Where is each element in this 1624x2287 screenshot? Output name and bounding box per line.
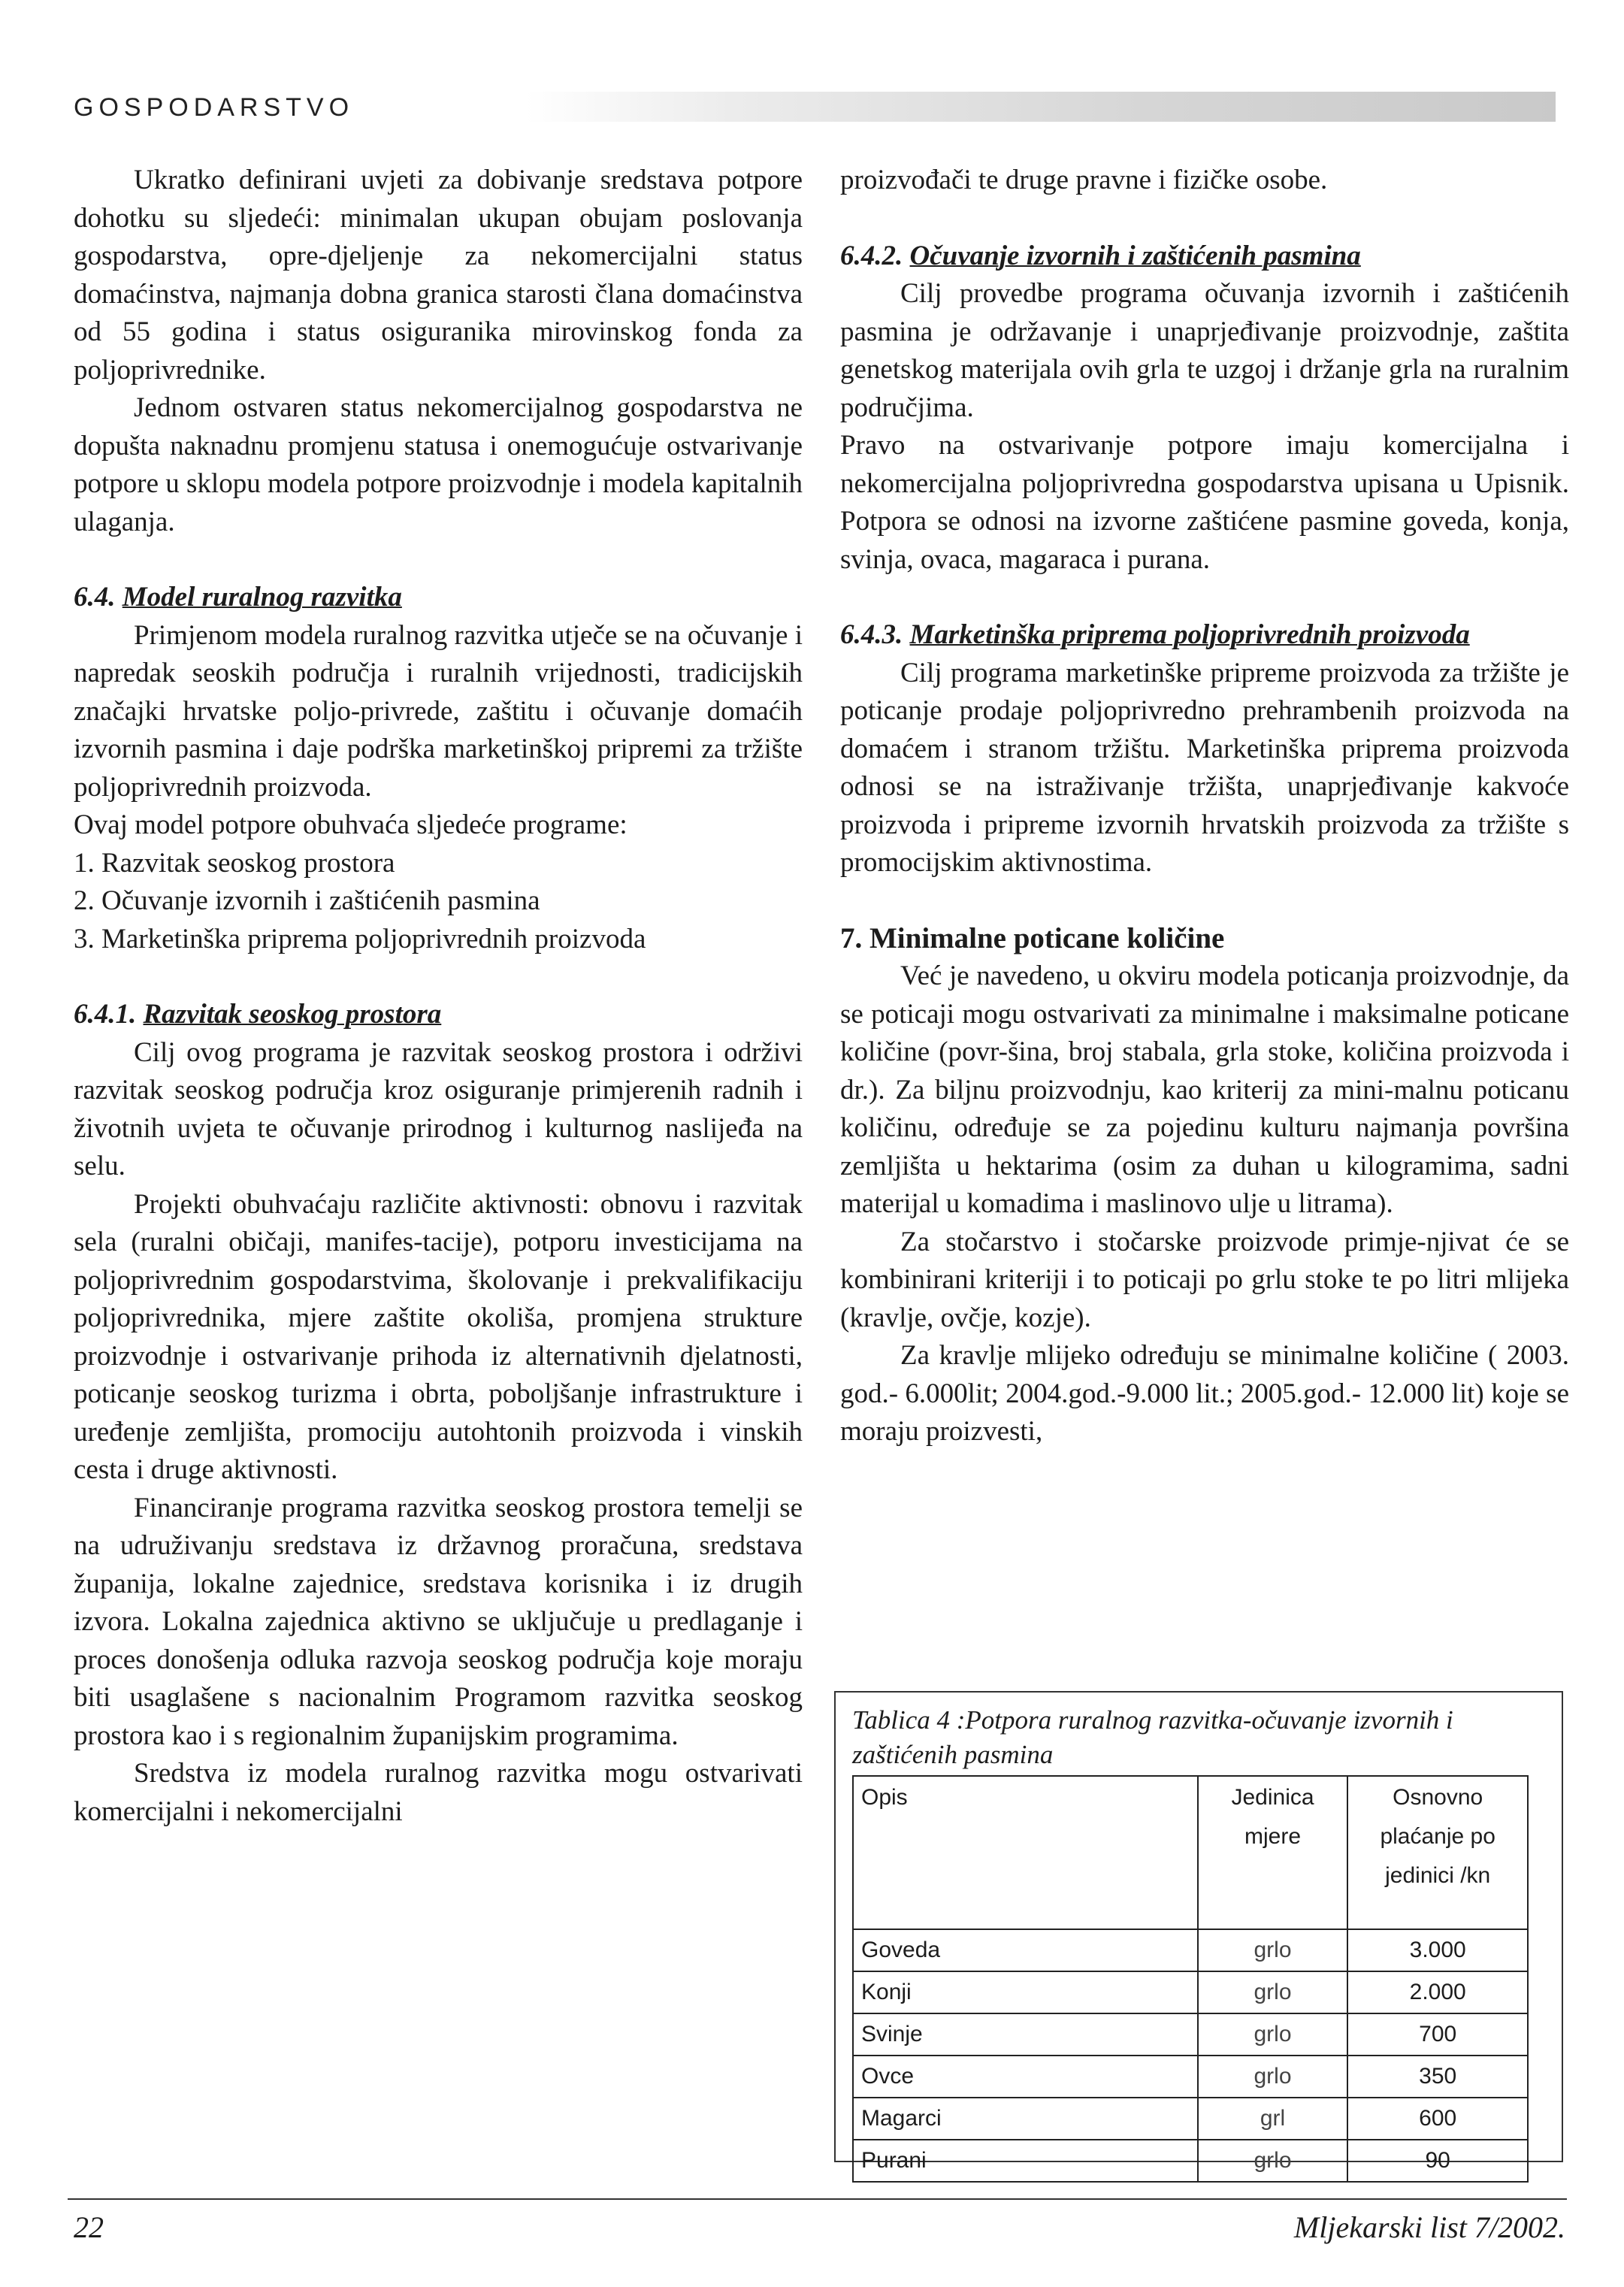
table-row [853, 2013, 1528, 2056]
running-header: GOSPODARSTVO [74, 93, 355, 122]
cell-iznos: 2.000 [1347, 1971, 1528, 2013]
section-number: 6.4.2. [840, 240, 903, 271]
section-6-4-1-paragraph-4: Sredstva iz modela ruralnog razvitka mogu ostvarivati komercijalni i nekomercijalni [74, 1758, 803, 1827]
table-header-row [853, 1776, 1528, 1929]
spacer [74, 958, 803, 996]
spacer [840, 200, 1569, 237]
cell-iznos: 3.000 [1347, 1929, 1528, 1971]
spacer [840, 882, 1569, 920]
section-6-4-1-paragraph-1: Cilj ovog programa je razvitak seoskog prostora i održivi razvitak seoskog područja kroz osiguranje primjerenih radnih i životnih uvjeta te očuvanje prirodnog i kulturnog naslijeđa na selu. [74, 1036, 803, 1181]
section-6-4-3-paragraph-1: Cilj programa marketinške pripreme proizvoda za tržište je poticanje prodaje poljoprivredno prehrambenih proizvoda na domaćem i stranom tržištu. Marketinška priprema proizvoda odnosi se na istraživanje tržišta, unaprjeđivanje kakvoće proizvoda i pripreme izvornih hrvatskih proizvoda za tržište s promocijskim aktivnostima. [840, 657, 1569, 878]
cell-jedinica: grl [1198, 2098, 1348, 2140]
table-4-box [834, 1691, 1563, 2173]
intro-paragraph-2: Jednom ostvaren status nekomercijalnog gospodarstva ne dopušta naknadnu promjenu statusa i onemogućuje ostvarivanje potpore u sklopu modela potpore proizvodnje i modela kapitalnih ulaganja. [74, 392, 803, 537]
spacer [840, 579, 1569, 616]
intro-paragraph-1: Ukratko definirani uvjeti za dobivanje sredstava potpore dohotku su sljedeći: minimalan ukupan obujam poslovanja gospodarstva, opre-djeljenje za nekomercijalni status domaćinstva, najmanja dobna granica starosti člana domaćinstva od 55 godina i status osiguranika mirovinskog fonda za poljoprivrednike. [74, 165, 803, 386]
section-6-4-1-heading [74, 996, 803, 1034]
section-number: 6.4.1. [74, 999, 137, 1030]
journal-citation: Mljekarski list 7/2002. [1293, 2210, 1565, 2244]
section-6-4-3-heading [840, 616, 1569, 655]
program-list-item: 3. Marketinška priprema poljoprivrednih proizvoda [74, 923, 646, 954]
section-7-paragraph-3: Za kravlje mlijeko određuju se minimalne količine ( 2003. god.- 6.000lit; 2004.god.-9.000 lit.; 2005.god.- 12.000 lit) koje se moraju proizvesti, [840, 1340, 1569, 1447]
footer-rule [68, 2198, 1567, 2200]
left-column [74, 162, 803, 1831]
table-row [853, 2140, 1528, 2182]
right-column [840, 162, 1569, 1451]
header-shading-band [526, 92, 1556, 122]
cell-iznos: 700 [1347, 2013, 1528, 2056]
table-row [853, 1929, 1528, 1971]
section-title: Marketinška priprema poljoprivrednih proizvoda [909, 619, 1470, 650]
program-list-item: 1. Razvitak seoskog prostora [74, 847, 395, 879]
program-list-item: 2. Očuvanje izvornih i zaštićenih pasmina [74, 885, 540, 916]
cell-iznos: 90 [1347, 2140, 1528, 2182]
section-title: Očuvanje izvornih i zaštićenih pasmina [909, 240, 1361, 271]
continued-paragraph: proizvođači te druge pravne i fizičke osobe. [840, 165, 1328, 195]
cell-jedinica: grlo [1198, 1971, 1348, 2013]
header-cell-placanje: Osnovno plaćanje po jedinici /kn [1347, 1776, 1528, 1929]
section-6-4-paragraph-1: Primjenom modela ruralnog razvitka utječe se na očuvanje i napredak seoskih područja i ruralnih vrijednosti, tradicijskih značajki hrvatske poljo-privrede, zaštitu i očuvanje domaćih izvornih pasmina i daje podrška marketinškoj pripremi za tržište poljoprivrednih proizvoda. [74, 619, 803, 803]
section-7-paragraph-2: Za stočarstvo i stočarske proizvode primje-njivat će se kombinirani kriteriji i to poticaji po grlu stoke te po litri mlijeka (kravlje, ovčje, kozje). [840, 1226, 1569, 1333]
section-number: 6.4.3. [840, 619, 903, 650]
section-6-4-paragraph-2: Ovaj model potpore obuhvaća sljedeće programe: [74, 809, 628, 840]
section-6-4-2-heading [840, 237, 1569, 276]
header-cell-jedinica: Jedinica mjere [1198, 1776, 1348, 1929]
cell-opis: Goveda [853, 1929, 1198, 1971]
page-number: 22 [74, 2210, 104, 2244]
cell-opis: Konji [853, 1971, 1198, 2013]
cell-opis: Magarci [853, 2098, 1198, 2140]
cell-opis: Svinje [853, 2013, 1198, 2056]
cell-jedinica: grlo [1198, 2056, 1348, 2098]
cell-jedinica: grlo [1198, 2140, 1348, 2182]
header-cell-opis: Opis [853, 1776, 1198, 1929]
section-6-4-heading [74, 579, 803, 617]
section-number: 6.4. [74, 582, 116, 613]
spacer [74, 541, 803, 579]
cell-jedinica: grlo [1198, 1929, 1348, 1971]
cell-opis: Ovce [853, 2056, 1198, 2098]
cell-iznos: 350 [1347, 2056, 1528, 2098]
section-6-4-1-paragraph-2: Projekti obuhvaćaju različite aktivnosti: obnovu i razvitak sela (ruralni običaji, manifes-tacije), potporu investicijama na poljoprivrednim gospodarstvima, školovanje i prekvalifikaciju poljoprivrednika, mjere zaštite okoliša, promjena strukture proizvodnje i ostvarivanje prihoda iz alternativnih djelatnosti, poticanje seoskog turizma i obrta, poboljšanje infrastrukture i uređenje zemljišta, promociju autohtonih proizvoda i vinskih cesta i druge aktivnosti. [74, 1188, 803, 1485]
section-6-4-1-paragraph-3: Financiranje programa razvitka seoskog prostora temelji se na udruživanju sredstava iz državnog proračuna, sredstava županija, lokalne zajednice, sredstava korisnika i iz drugih izvora. Lokalna zajednica aktivno se uključuje u predlaganje i proces donošenja odluka razvoja seoskog područja koje moraju biti usaglašene s nacionalnim Programom razvitka seoskog prostora kao i s regionalnim županijskim programima. [74, 1492, 803, 1751]
section-7-paragraph-1: Već je navedeno, u okviru modela poticanja proizvodnje, da se poticaji mogu ostvarivati za minimalne i maksimalne poticane količine (povr-šina, broj stabala, grla stoke, količina proizvoda i dr.). Za biljnu proizvodnju, kao kriterij za mini-malnu poticanu količinu, određuje se za pojedinu kulturu najmanja površina zemljišta u hektarima (osim za duhan u kilogramima, sadni materijal u komadima i maslinovo ulje u litrama). [840, 960, 1569, 1219]
table-caption: Tablica 4 :Potpora ruralnog razvitka-očuvanje izvornih i zaštićenih pasmina [852, 1705, 1453, 1769]
section-title: Razvitak seoskog prostora [143, 999, 442, 1030]
section-6-4-2-paragraph-1: Cilj provedbe programa očuvanja izvornih i zaštićenih pasmina je održavanje i unaprjeđivanje proizvodnje, zaštita genetskog materijala ovih grla te uzgoj i držanje grla na ruralnim područjima. [840, 278, 1569, 423]
support-table [852, 1775, 1529, 2183]
table-row [853, 1971, 1528, 2013]
cell-jedinica: grlo [1198, 2013, 1348, 2056]
cell-opis: Purani [853, 2140, 1198, 2182]
section-7-heading: 7. Minimalne poticane količine [840, 921, 1225, 954]
section-title: Model ruralnog razvitka [122, 582, 402, 613]
table-row [853, 2098, 1528, 2140]
section-6-4-2-paragraph-2: Pravo na ostvarivanje potpore imaju komercijalna i nekomercijalna poljoprivredna gospodarstva upisana u Upisnik. Potpora se odnosi na izvorne zaštićene pasmine goveda, konja, svinja, ovaca, magaraca i purana. [840, 430, 1569, 575]
cell-iznos: 600 [1347, 2098, 1528, 2140]
table-row [853, 2056, 1528, 2098]
